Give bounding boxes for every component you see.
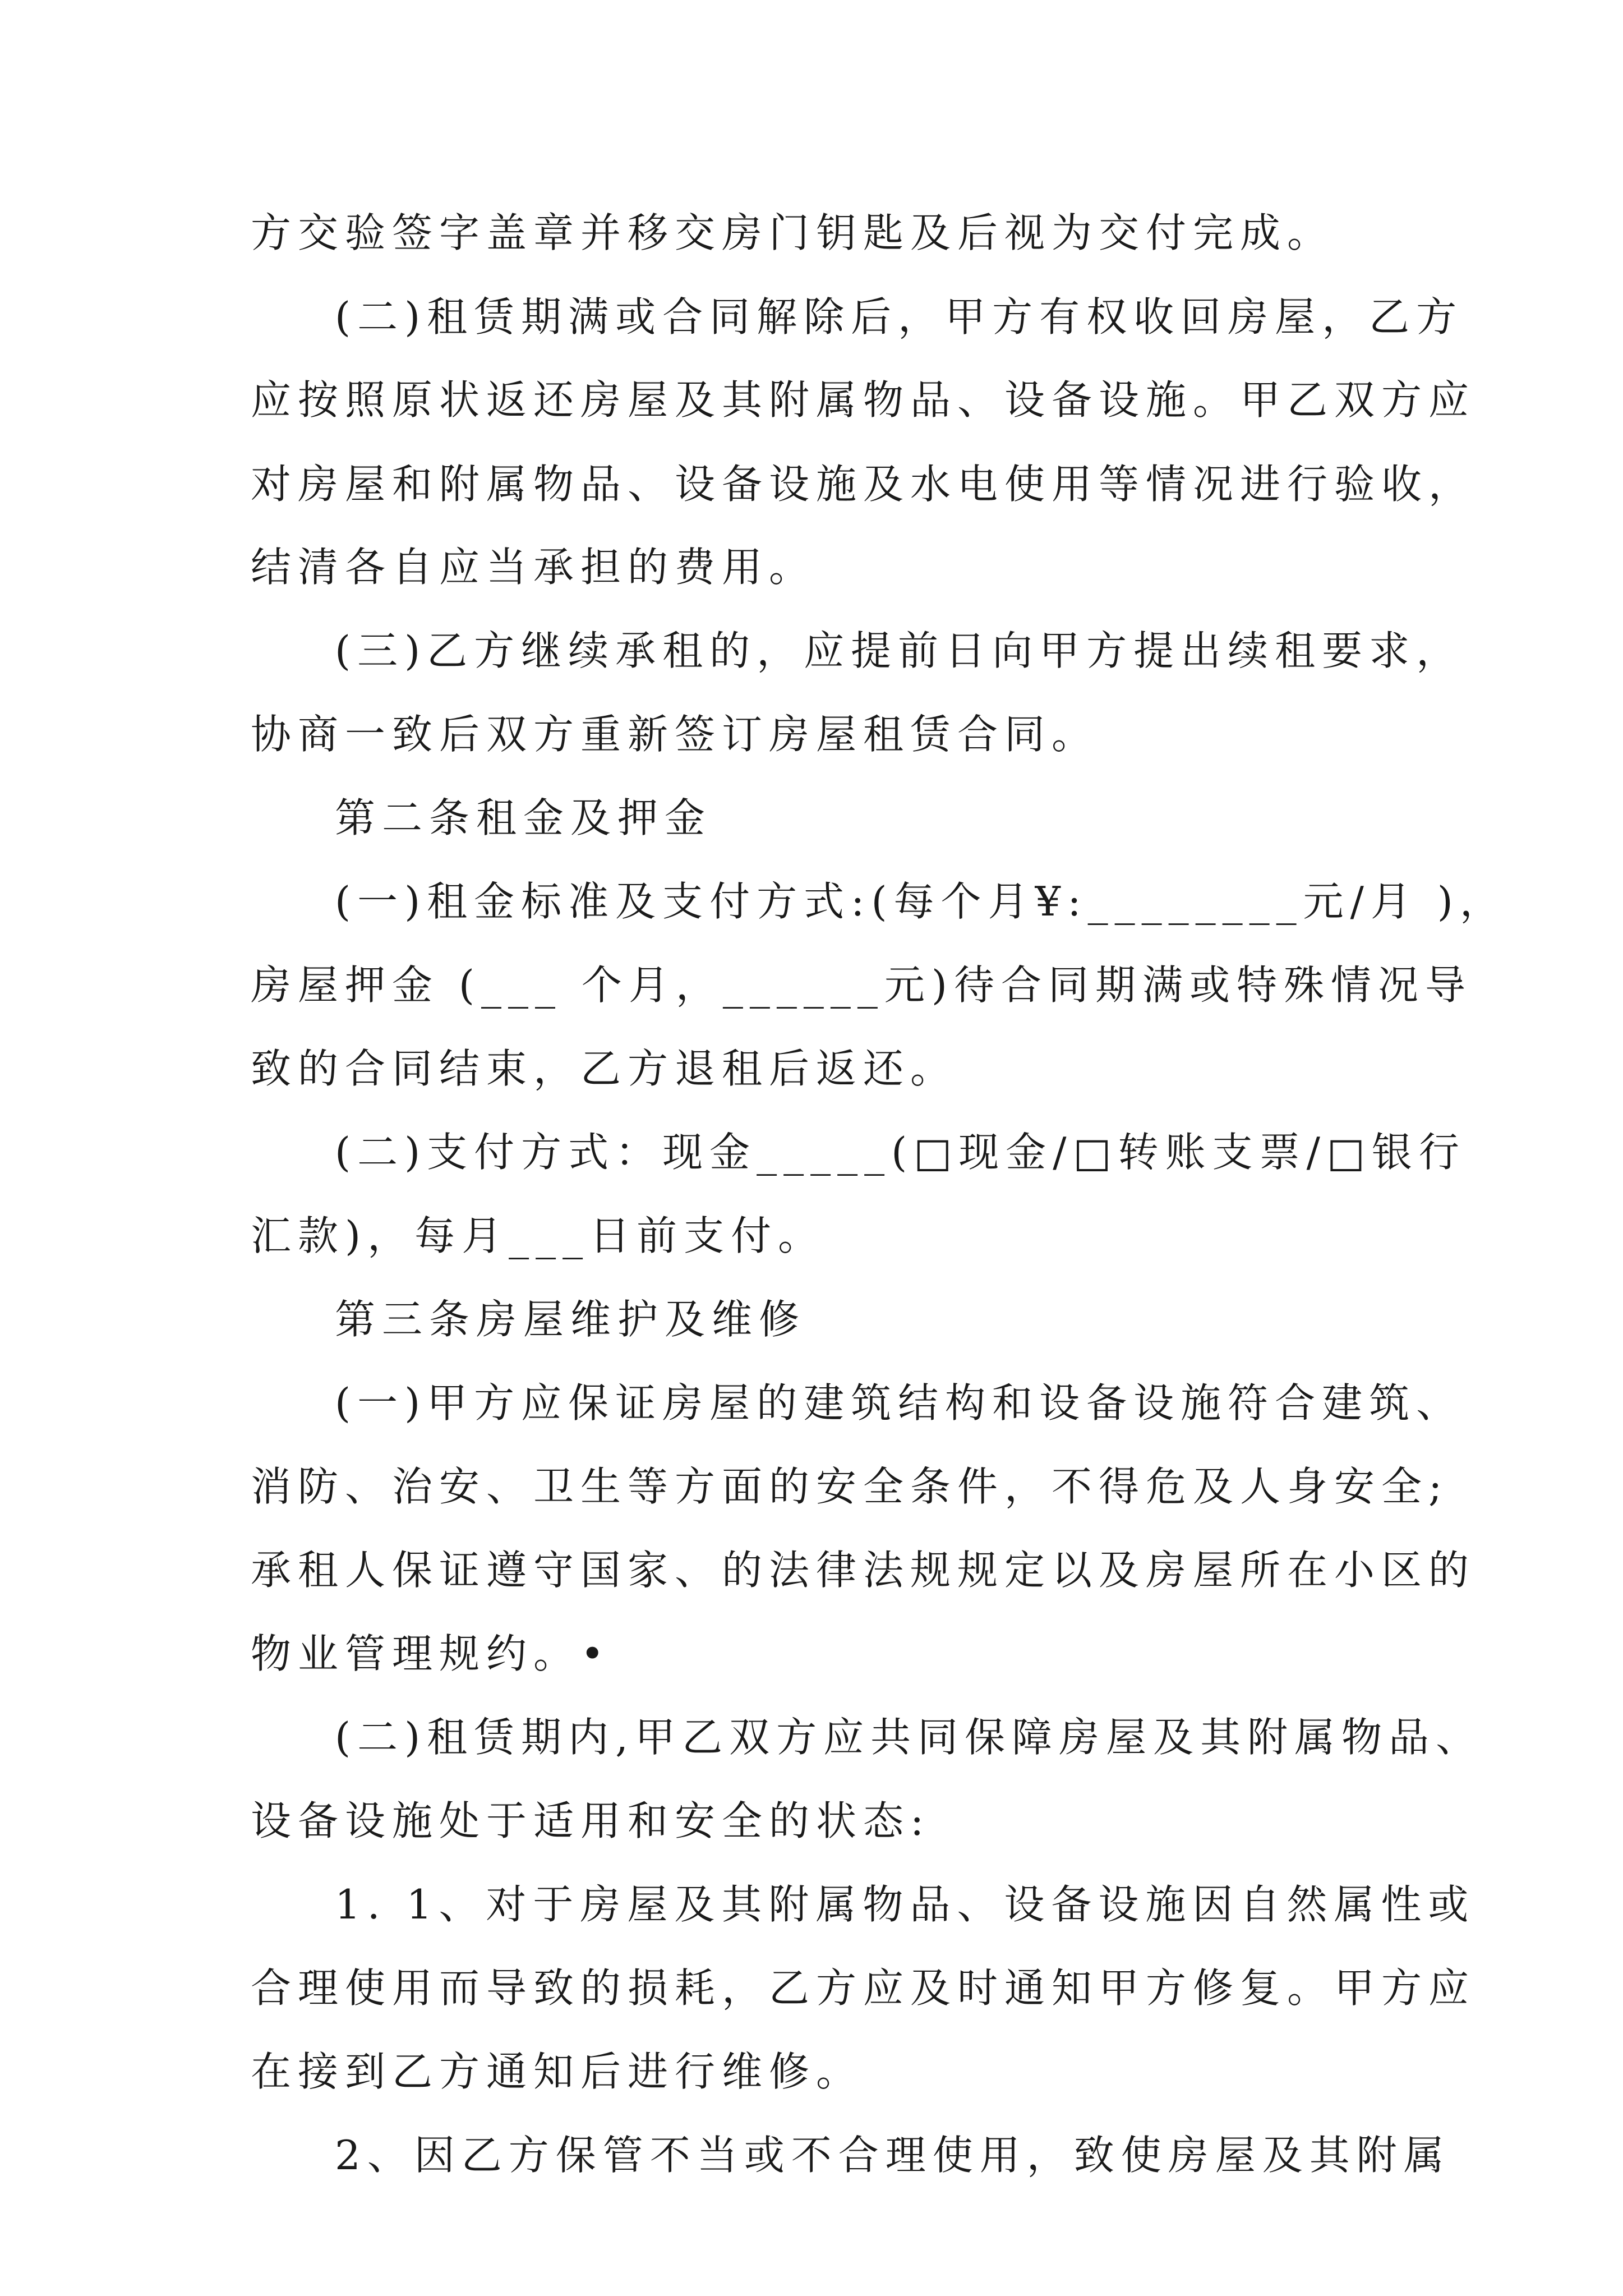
text-line: (二)租赁期内,甲乙双方应共同保障房屋及其附属物品、 <box>335 1714 1483 1761</box>
text-line: 结清各自应当承担的费用。 <box>251 544 817 591</box>
text-line: 汇款)，每月___日前支付。 <box>251 1212 826 1259</box>
section-heading: 第二条租金及押金 <box>335 794 712 841</box>
text-line: 合理使用而导致的损耗，乙方应及时通知甲方修复。甲方应 <box>251 1964 1476 2012</box>
text-line: (二)支付方式：现金_____(□现金/□转账支票/□银行 <box>335 1129 1466 1176</box>
text-line: 对房屋和附属物品、设备设施及水电使用等情况进行验收， <box>251 461 1476 508</box>
text-line: 在接到乙方通知后进行维修。 <box>251 2048 864 2095</box>
text-line: 2、因乙方保管不当或不合理使用，致使房屋及其附属 <box>335 2132 1451 2179</box>
text-line: (三)乙方继续承租的，应提前日向甲方提出续租要求， <box>335 627 1464 674</box>
text-line: 消防、治安、卫生等方面的安全条件，不得危及人身安全; <box>251 1463 1449 1510</box>
text-line: 协商一致后双方重新签订房屋租赁合同。 <box>251 711 1099 758</box>
text-line: (一)甲方应保证房屋的建筑结构和设备设施符合建筑、 <box>335 1379 1464 1427</box>
text-line: 物业管理规约。• <box>251 1630 611 1677</box>
text-line: 方交验签字盖章并移交房门钥匙及后视为交付完成。 <box>251 209 1335 256</box>
text-line: 1. 1、对于房屋及其附属物品、设备设施因自然属性或 <box>335 1881 1476 1928</box>
section-heading: 第三条房屋维护及维修 <box>335 1296 806 1343</box>
text-line: 房屋押金 (___ 个月，______元)待合同期满或特殊情况导 <box>251 961 1472 1009</box>
text-line: (二)租赁期满或合同解除后，甲方有权收回房屋，乙方 <box>335 293 1464 341</box>
text-line: 设备设施处于适用和安全的状态: <box>251 1797 931 1844</box>
text-line: 应按照原状返还房屋及其附属物品、设备设施。甲乙双方应 <box>251 376 1476 424</box>
text-line: 致的合同结束，乙方退租后返还。 <box>251 1045 958 1092</box>
text-line: 承租人保证遵守国家、的法律法规规定以及房屋所在小区的 <box>251 1547 1476 1594</box>
text-line: (一)租金标准及支付方式:(每个月¥:________元/月 )， <box>335 878 1507 925</box>
